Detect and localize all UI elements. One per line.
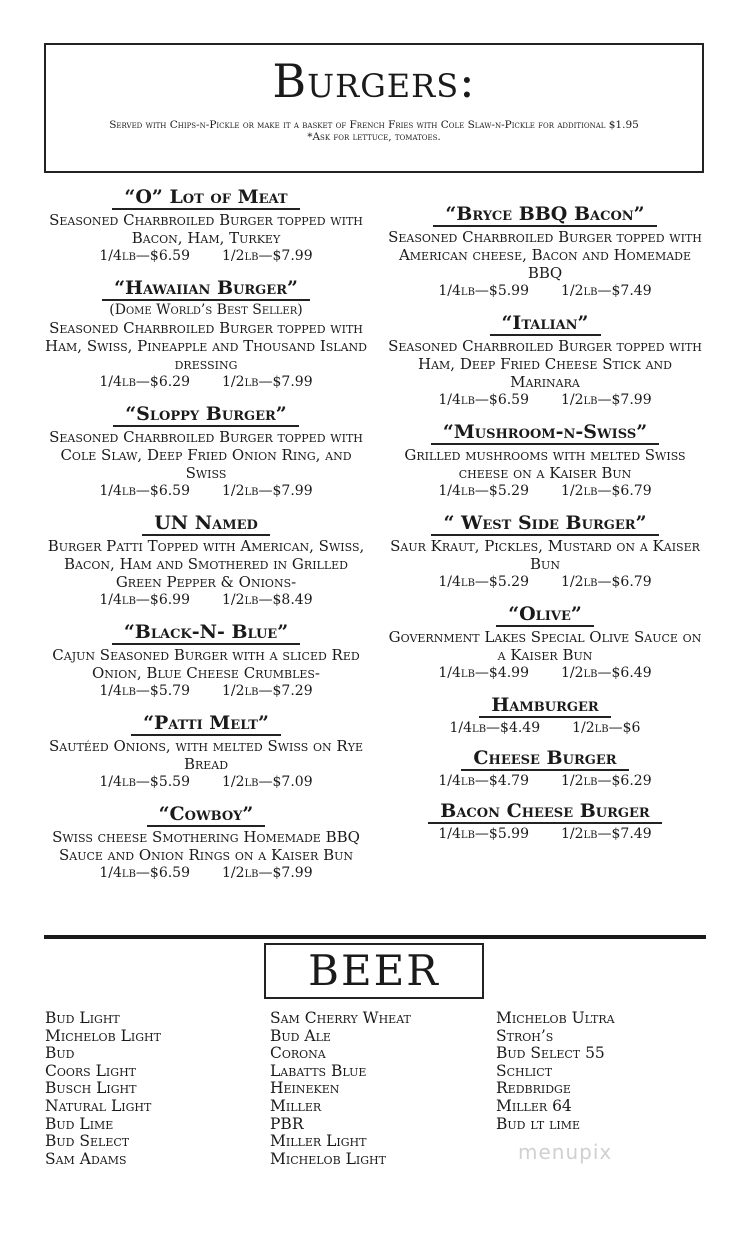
menu-item-prices: [45, 864, 367, 882]
menu-item-description: Sautéed Onions, with melted Swiss on Rye Bread: [48, 737, 364, 773]
beer-item: Miller 64: [496, 1096, 572, 1115]
menu-item-name: “Sloppy Burger”: [113, 403, 299, 427]
beer-item: Heineken: [270, 1079, 340, 1098]
price-half-pound: 1/2lb—$7.99: [222, 374, 313, 390]
menu-item: [385, 312, 705, 409]
menu-item-description: Seasoned Charbroiled Burger topped with American cheese, Bacon and Homemade BBQ: [388, 228, 702, 282]
menu-item: [45, 803, 367, 882]
beer-item: Bud lt lime: [496, 1114, 581, 1133]
beer-list-column-1: [45, 1010, 161, 1168]
menu-item-name: UN Named: [142, 512, 270, 536]
price-half-pound: 1/2lb—$6.49: [561, 665, 652, 681]
price-quarter-pound: 1/4lb—$4.99: [438, 665, 529, 681]
menu-item: [385, 603, 705, 682]
menu-item-description: Swiss cheese Smothering Homemade BBQ Sauce and Onion Rings on a Kaiser Bun: [52, 828, 360, 864]
beer-item: Miller Light: [270, 1132, 367, 1151]
price-quarter-pound: 1/4lb—$6.59: [438, 392, 529, 408]
menu-item-description: Saur Kraut, Pickles, Mustard on a Kaiser Bun: [390, 537, 700, 573]
menu-item: [45, 712, 367, 791]
burgers-header-box: [44, 43, 704, 173]
price-quarter-pound: 1/4lb—$5.99: [438, 283, 529, 299]
menu-item-name: “O” Lot of Meat: [112, 186, 299, 210]
beer-item: Bud Select 55: [496, 1044, 605, 1063]
price-half-pound: 1/2lb—$7.09: [222, 774, 313, 790]
menu-item-name: “Olive”: [496, 603, 594, 627]
beer-item: Corona: [270, 1044, 326, 1063]
beer-item: Redbridge: [496, 1079, 571, 1098]
menu-item-description: Cajun Seasoned Burger with a sliced Red Onion, Blue Cheese Crumbles-: [52, 646, 360, 682]
beer-item: Michelob Light: [45, 1026, 161, 1045]
menu-item: [45, 512, 367, 609]
menu-item-name: “Hawaiian Burger”: [102, 277, 310, 301]
price-quarter-pound: 1/4lb—$5.29: [438, 574, 529, 590]
menu-item-prices: [385, 825, 705, 843]
beer-list-column-2: [270, 1010, 411, 1168]
right-menu-column: [385, 203, 705, 843]
price-quarter-pound: 1/4lb—$5.59: [99, 774, 190, 790]
beer-item: Labatts Blue: [270, 1061, 367, 1080]
menu-item-subtitle: (Dome World’s Best Seller): [109, 302, 303, 318]
serving-note: Served with Chips-n-Pickle or make it a basket of French Fries with Cole Slaw-n-Pickle for additional $1.95: [109, 119, 639, 131]
menu-item-prices: [45, 773, 367, 791]
menu-item: [385, 203, 705, 300]
menu-item-prices: [45, 373, 367, 391]
menu-item-prices: [385, 573, 705, 591]
price-quarter-pound: 1/4lb—$4.79: [438, 773, 529, 789]
menu-item-prices: [385, 282, 705, 300]
price-quarter-pound: 1/4lb—$6.29: [99, 374, 190, 390]
price-half-pound: 1/2lb—$7.99: [222, 483, 313, 499]
beer-item: PBR: [270, 1114, 304, 1133]
menu-item-name: “Mushroom-n-Swiss”: [431, 421, 659, 445]
menu-item: [45, 277, 367, 391]
price-quarter-pound: 1/4lb—$6.59: [99, 865, 190, 881]
price-half-pound: 1/2lb—$8.49: [222, 592, 313, 608]
beer-item: Busch Light: [45, 1079, 137, 1098]
price-quarter-pound: 1/4lb—$4.49: [449, 720, 541, 736]
menu-item-prices: [385, 482, 705, 500]
price-half-pound: 1/2lb—$7.99: [222, 865, 313, 881]
beer-title: BEER: [264, 943, 484, 999]
price-quarter-pound: 1/4lb—$6.59: [99, 483, 190, 499]
menu-item-description: Seasoned Charbroiled Burger topped with Bacon, Ham, Turkey: [49, 211, 363, 247]
menu-item-prices: [45, 682, 367, 700]
menu-item-name: “Black-N- Blue”: [112, 621, 300, 645]
price-half-pound: 1/2lb—$7.49: [561, 283, 652, 299]
menu-item-name: “Italian”: [490, 312, 601, 336]
menu-item: [385, 694, 705, 737]
menu-item-prices: [385, 719, 705, 737]
beer-item: Michelob Light: [270, 1149, 386, 1168]
menu-item-description: Seasoned Charbroiled Burger topped with Cole Slaw, Deep Fried Onion Ring, and Swiss: [49, 428, 363, 482]
beer-item: Bud Select: [45, 1132, 130, 1151]
toppings-note: *Ask for lettuce, tomatoes.: [307, 131, 441, 143]
menu-item: [385, 800, 705, 843]
beer-item: Sam Cherry Wheat: [270, 1009, 411, 1027]
beer-item: Bud Lime: [45, 1114, 114, 1133]
price-quarter-pound: 1/4lb—$6.99: [99, 592, 190, 608]
beer-item: Coors Light: [45, 1061, 136, 1080]
price-half-pound: 1/2lb—$7.29: [222, 683, 313, 699]
price-quarter-pound: 1/4lb—$5.99: [438, 826, 529, 842]
menu-item: [45, 186, 367, 265]
beer-item: Bud Light: [45, 1009, 120, 1027]
price-half-pound: 1/2lb—$6: [572, 720, 641, 736]
menu-item-name: “Patti Melt”: [131, 712, 281, 736]
menu-item-prices: [45, 482, 367, 500]
beer-item: Bud Ale: [270, 1026, 331, 1045]
price-half-pound: 1/2lb—$6.29: [561, 773, 652, 789]
price-half-pound: 1/2lb—$7.49: [561, 826, 652, 842]
menu-item-prices: [385, 391, 705, 409]
beer-item: Natural Light: [45, 1096, 152, 1115]
price-half-pound: 1/2lb—$7.99: [561, 392, 652, 408]
menu-item-description: Government Lakes Special Olive Sauce on a Kaiser Bun: [388, 628, 702, 664]
beer-item: Miller: [270, 1096, 322, 1115]
beer-item: Bud: [45, 1044, 75, 1063]
price-quarter-pound: 1/4lb—$5.79: [99, 683, 190, 699]
menu-item-prices: [45, 247, 367, 265]
menu-item: [45, 621, 367, 700]
menu-item-description: Seasoned Charbroiled Burger topped with Ham, Deep Fried Cheese Stick and Marinara: [388, 337, 702, 391]
watermark-logo: menupix: [518, 1140, 613, 1164]
price-half-pound: 1/2lb—$7.99: [222, 248, 313, 264]
beer-item: Stroh’s: [496, 1026, 554, 1045]
menu-item: [45, 403, 367, 500]
menu-item-description: Grilled mushrooms with melted Swiss cheese on a Kaiser Bun: [404, 446, 686, 482]
beer-item: Sam Adams: [45, 1149, 127, 1168]
beer-item: Michelob Ultra: [496, 1009, 615, 1027]
menu-item-prices: [45, 591, 367, 609]
beer-item: Schlict: [496, 1061, 553, 1080]
menu-item-prices: [385, 772, 705, 790]
menu-item-name: “Bryce BBQ Bacon”: [433, 203, 656, 227]
menu-item: [385, 747, 705, 790]
menu-item-description: Seasoned Charbroiled Burger topped with Ham, Swiss, Pineapple and Thousand Island dressing: [45, 319, 367, 373]
menu-item-name: “ West Side Burger”: [431, 512, 658, 536]
menu-item: [385, 421, 705, 500]
price-quarter-pound: 1/4lb—$6.59: [99, 248, 190, 264]
left-menu-column: [45, 186, 367, 882]
menu-item: [385, 512, 705, 591]
section-divider: [44, 935, 706, 939]
menu-item-name: “Cowboy”: [147, 803, 266, 827]
price-half-pound: 1/2lb—$6.79: [561, 574, 652, 590]
price-half-pound: 1/2lb—$6.79: [561, 483, 652, 499]
menu-item-prices: [385, 664, 705, 682]
menu-item-name: Bacon Cheese Burger: [428, 800, 661, 824]
menu-item-name: Hamburger: [479, 694, 610, 718]
page-title: Burgers:: [272, 54, 476, 108]
menu-item-name: Cheese Burger: [461, 747, 628, 771]
beer-list-column-3: [496, 1010, 615, 1133]
price-quarter-pound: 1/4lb—$5.29: [438, 483, 529, 499]
menu-item-description: Burger Patti Topped with American, Swiss, Bacon, Ham and Smothered in Grilled Green Pepper & Onions-: [47, 537, 365, 591]
